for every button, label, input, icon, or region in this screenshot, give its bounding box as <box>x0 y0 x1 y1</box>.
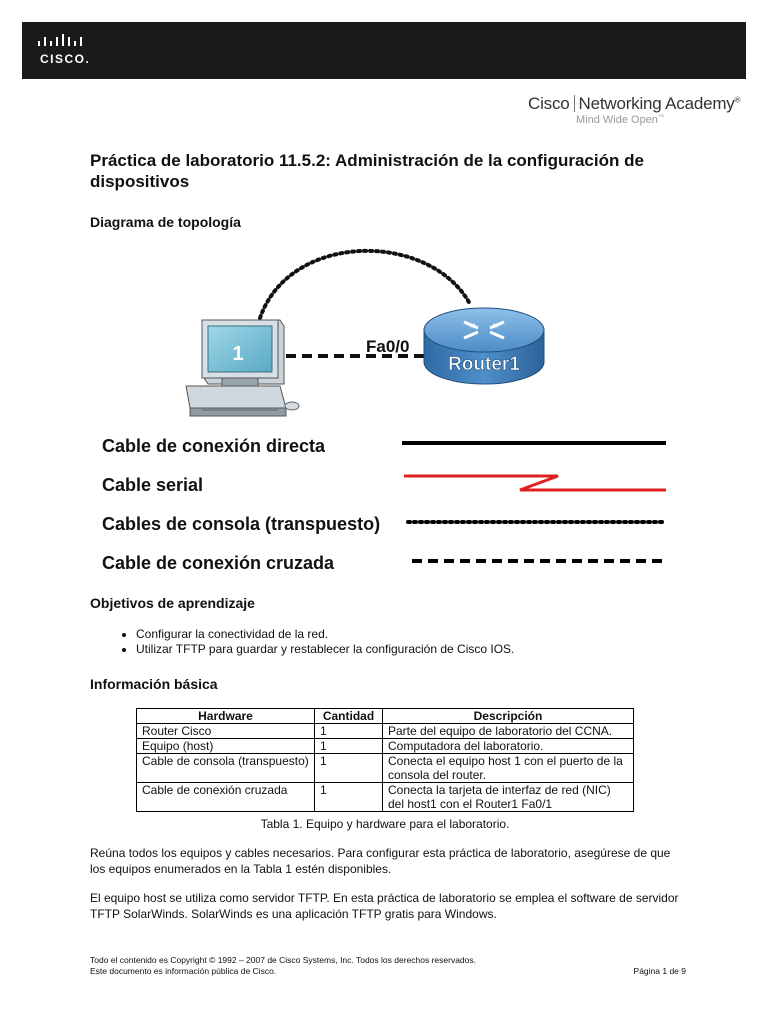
academy-name: Networking Academy <box>578 94 735 113</box>
cisco-bridge-icon <box>36 34 96 50</box>
paragraph-tftp: El equipo host se utiliza como servidor TFTP. En esta práctica de laboratorio se emplea el software de servidor TFTP SolarWinds. SolarWinds es una aplicación TFTP gratis para Windows. <box>90 891 679 921</box>
academy-title <box>528 94 740 114</box>
networking-academy-logo <box>528 94 744 128</box>
academy-registered-mark: ® <box>734 95 741 105</box>
footer-copyright: Todo el contenido es Copyright © 1992 – 2007 de Cisco Systems, Inc. Todos los derechos reservados. <box>90 955 476 965</box>
table-cell: 1 <box>315 783 383 812</box>
host-label: 1 <box>232 343 244 365</box>
objectives-list <box>112 627 514 657</box>
objectives-heading: Objetivos de aprendizaje <box>90 595 255 611</box>
table-row <box>137 783 634 812</box>
cisco-logo <box>36 34 96 70</box>
table-cell: Computadora del laboratorio. <box>383 739 634 754</box>
table-cell: Conecta la tarjeta de interfaz de red (NIC) del host1 con el Router1 Fa0/1 <box>383 783 634 812</box>
legend-serial-label: Cable serial <box>102 475 204 495</box>
academy-tagline-text: Mind Wide Open <box>576 114 658 126</box>
academy-tm-mark: ™ <box>657 114 664 121</box>
table-cell: Router Cisco <box>137 724 315 739</box>
academy-tagline <box>576 114 664 126</box>
academy-brand: Cisco <box>528 94 570 113</box>
table-cell: Cable de consola (transpuesto) <box>137 754 315 783</box>
objective-item: • Configurar la conectividad de la red. <box>136 627 514 642</box>
cisco-wordmark: CISCO. <box>40 52 91 66</box>
legend-serial-line <box>404 476 666 490</box>
table-cell: Parte del equipo de laboratorio del CCNA. <box>383 724 634 739</box>
table-cell: Conecta el equipo host 1 con el puerto de la consola del router. <box>383 754 634 783</box>
objective-item: • Utilizar TFTP para guardar y restablecer la configuración de Cisco IOS. <box>136 642 514 657</box>
table-row <box>137 754 634 783</box>
table-cell: Equipo (host) <box>137 739 315 754</box>
table-cell: 1 <box>315 754 383 783</box>
footer-page-number: Página 1 de 9 <box>633 966 686 976</box>
topology-heading: Diagrama de topología <box>90 214 241 230</box>
header-bar <box>22 22 746 79</box>
hardware-table <box>136 708 634 812</box>
table-cell: 1 <box>315 739 383 754</box>
legend-straight-label: Cable de conexión directa <box>102 436 326 456</box>
interface-label: Fa0/0 <box>366 337 410 356</box>
table-row <box>137 739 634 754</box>
table-row <box>137 724 634 739</box>
console-cable <box>260 251 470 318</box>
host-pc-icon <box>186 320 299 416</box>
table-header-quantity: Cantidad <box>315 709 383 724</box>
academy-divider <box>574 95 575 112</box>
table-header-row <box>137 709 634 724</box>
table-caption: Tabla 1. Equipo y hardware para el laboratorio. <box>260 817 510 831</box>
legend-crossover-label: Cable de conexión cruzada <box>102 553 335 573</box>
page-title: Práctica de laboratorio 11.5.2: Administración de la configuración de dispositivos <box>90 151 644 191</box>
table-header-hardware: Hardware <box>137 709 315 724</box>
background-heading: Información básica <box>90 676 218 692</box>
page-footer <box>90 955 686 977</box>
table-header-description: Descripción <box>383 709 634 724</box>
table-cell: 1 <box>315 724 383 739</box>
topology-diagram <box>90 236 690 586</box>
table-cell: Cable de conexión cruzada <box>137 783 315 812</box>
router-label: Router1 <box>448 354 520 375</box>
footer-public-info: Este documento es información pública de Cisco. <box>90 966 277 976</box>
legend-console-label: Cables de consola (transpuesto) <box>102 514 381 534</box>
paragraph-setup: Reúna todos los equipos y cables necesarios. Para configurar esta práctica de laboratorio, asegúrese de que los equipos enumerados en la Tabla 1 estén disponibles. <box>90 846 671 876</box>
